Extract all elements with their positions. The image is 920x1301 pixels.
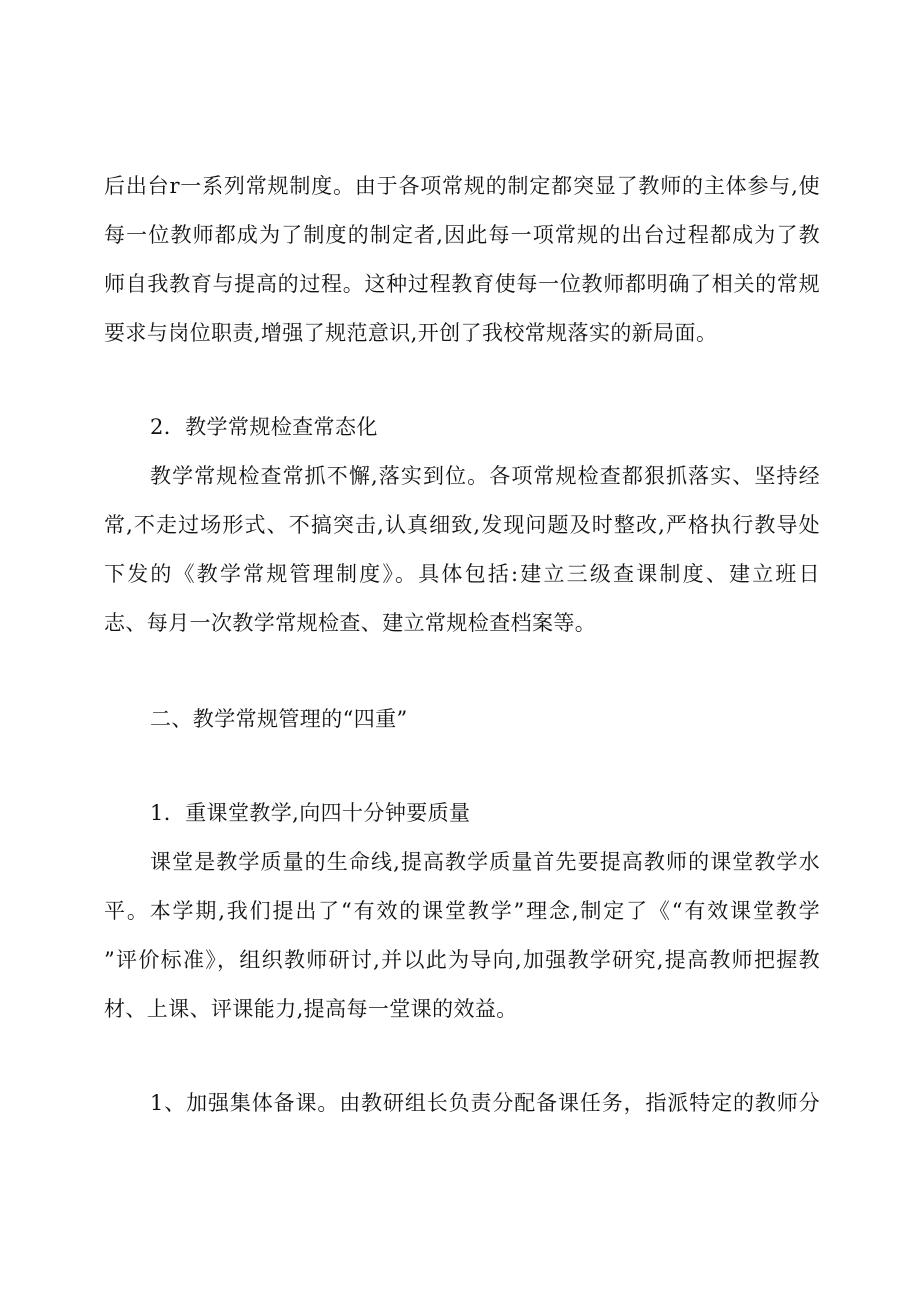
section-heading: 1．重课堂教学,向四十分钟要质量	[150, 801, 471, 825]
paragraph-line: 平。本学期,我们提出了“有效的课堂教学”理念,制定了《“有效课堂教学	[104, 899, 820, 923]
paragraph-line: 每一位教师都成为了制度的制定者,因此每一项常规的出台过程都成为了教	[104, 223, 820, 247]
paragraph-line: 1、加强集体备课。由教研组长负责分配备课任务，指派特定的教师分	[150, 1091, 820, 1115]
paragraph-line: 课堂是教学质量的生命线,提高教学质量首先要提高教师的课堂教学水	[150, 850, 820, 874]
section-heading: 2．教学常规检查常态化	[150, 415, 378, 439]
paragraph-line: 要求与岗位职责,增强了规范意识,开创了我校常规落实的新局面。	[104, 321, 718, 345]
paragraph-line: 材、上课、评课能力,提高每一堂课的效益。	[104, 997, 518, 1021]
paragraph-line: 常,不走过场形式、不搞突击,认真细致,发现问题及时整改,严格执行教导处	[104, 513, 820, 537]
paragraph-line: 师自我教育与提高的过程。这种过程教育使每一位教师都明确了相关的常规	[104, 272, 820, 296]
paragraph-line: 下发的《教学常规管理制度》。具体包括:建立三级查课制度、建立班日	[104, 562, 820, 586]
chapter-heading: 二、教学常规管理的“四重”	[150, 707, 408, 731]
paragraph-line: 教学常规检查常抓不懈,落实到位。各项常规检查都狠抓落实、坚持经	[150, 464, 820, 488]
paragraph-line: 志、每月一次教学常规检查、建立常规检查档案等。	[104, 611, 597, 635]
paragraph-line: 后出台r一系列常规制度。由于各项常规的制定都突显了教师的主体参与,使	[104, 174, 820, 198]
paragraph-line: ”评价标准》，组织教师研讨,并以此为导向,加强教学研究,提高教师把握教	[104, 948, 820, 972]
